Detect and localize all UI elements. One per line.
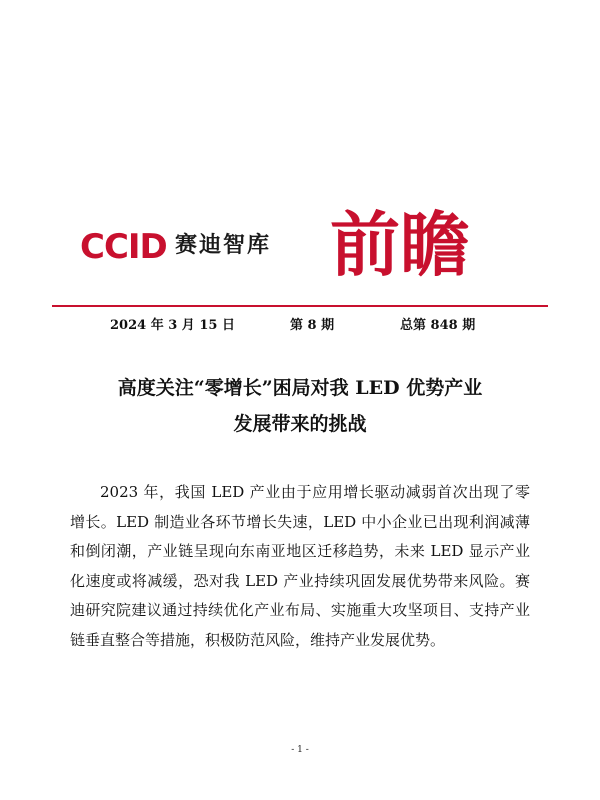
issue-info <box>0 314 600 334</box>
issue-date: 2024 年 3 月 15 日 <box>110 318 235 333</box>
title-line-1: 高度关注“零增长”困局对我 LED 优势产业 <box>117 377 483 399</box>
header-divider <box>52 305 548 307</box>
publication-name: 前瞻 <box>330 203 470 286</box>
ccid-logo: CCID <box>80 227 167 267</box>
brand-name: 赛迪智库 <box>175 233 272 258</box>
article-paragraph: 2023 年，我国 LED 产业由于应用增长驱动减弱首次出现了零增长。LED 制造业各环节增长失速，LED 中小企业已出现利润减薄和倒闭潮，产业链呈现向东南亚地区迁移趋势，未来 LED 显示产业化速度或将减缓，恐对我 LED 产业持续巩固发展优势带来风险。赛迪研究院建议通过持续优化产业布局、实施重大攻坚项目、支持产业链垂直整合等措施，积极防范风险，维持产业发展优势。 <box>70 483 530 649</box>
total-issue-number: 总第 848 期 <box>400 318 476 333</box>
article-title <box>40 370 560 442</box>
masthead <box>80 205 540 295</box>
publication-calligraphy-logo <box>330 197 520 292</box>
issue-number: 第 8 期 <box>290 318 335 333</box>
title-line-2: 发展带来的挑战 <box>233 413 367 435</box>
page-number: - 1 - <box>291 745 309 755</box>
